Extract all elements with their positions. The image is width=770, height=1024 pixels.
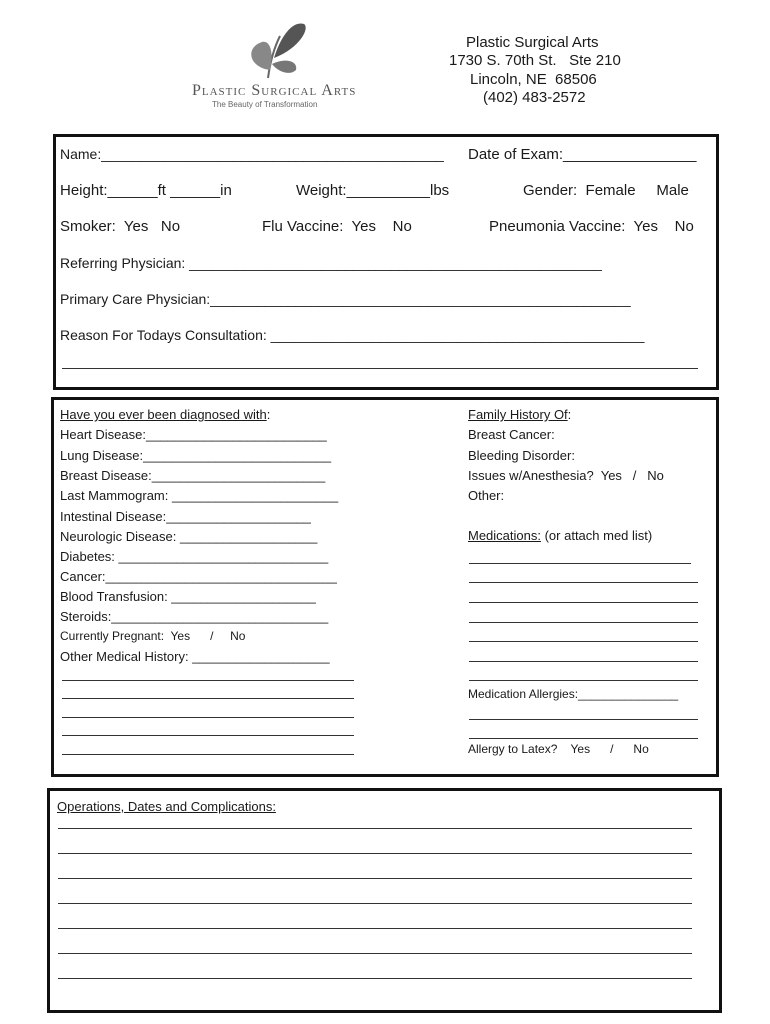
lung-disease-field[interactable]: Lung Disease:__________________________	[60, 448, 332, 463]
intestinal-disease-field[interactable]: Intestinal Disease:____________________	[60, 509, 311, 524]
weight-field[interactable]: Weight:__________lbs	[296, 182, 450, 199]
butterfly-icon	[240, 18, 310, 80]
neurologic-disease-field[interactable]: Neurologic Disease: ___________________	[60, 529, 318, 544]
family-history-heading: Family History Of:	[468, 407, 572, 422]
gender-field[interactable]: Gender: Female Male	[523, 182, 689, 199]
logo-tagline: The Beauty of Transformation	[212, 100, 318, 109]
address-line-1: Plastic Surgical Arts	[466, 34, 599, 51]
cancer-field[interactable]: Cancer:________________________________	[60, 569, 337, 584]
operations-heading: Operations, Dates and Complications:	[57, 799, 276, 814]
steroids-field[interactable]: Steroids:______________________________	[60, 609, 329, 624]
flu-vaccine-field[interactable]: Flu Vaccine: Yes No	[262, 218, 412, 235]
date-of-exam-field[interactable]: Date of Exam:________________	[468, 146, 697, 163]
primary-care-physician-field[interactable]: Primary Care Physician:______________________________________________________	[60, 291, 631, 307]
currently-pregnant-field[interactable]: Currently Pregnant: Yes / No	[60, 629, 246, 643]
medication-allergies-field[interactable]: Medication Allergies:_______________	[468, 687, 679, 701]
diagnosed-heading: Have you ever been diagnosed with:	[60, 407, 271, 422]
family-anesthesia-field[interactable]: Issues w/Anesthesia? Yes / No	[468, 468, 664, 483]
operations-box	[47, 788, 722, 1013]
blood-transfusion-field[interactable]: Blood Transfusion: ____________________	[60, 589, 316, 604]
reason-continuation-line[interactable]	[62, 368, 698, 369]
heart-disease-field[interactable]: Heart Disease:_________________________	[60, 427, 327, 442]
medication-allergies-line-2[interactable]	[469, 719, 698, 720]
height-field[interactable]: Height:______ft ______in	[60, 182, 232, 199]
address-line-3: Lincoln, NE 68506	[470, 71, 597, 88]
family-bleeding-disorder-field[interactable]: Bleeding Disorder:	[468, 448, 575, 463]
breast-disease-field[interactable]: Breast Disease:________________________	[60, 468, 326, 483]
referring-physician-field[interactable]: Referring Physician: _____________________________________________________	[60, 255, 602, 271]
latex-allergy-field[interactable]: Allergy to Latex? Yes / No	[468, 742, 649, 756]
medication-allergies-line-3[interactable]	[469, 738, 698, 739]
last-mammogram-field[interactable]: Last Mammogram: _______________________	[60, 488, 339, 503]
pneumonia-vaccine-field[interactable]: Pneumonia Vaccine: Yes No	[489, 218, 694, 235]
family-other-field[interactable]: Other:	[468, 488, 505, 503]
family-breast-cancer-field[interactable]: Breast Cancer:	[468, 427, 555, 442]
medications-heading: Medications: (or attach med list)	[468, 528, 653, 543]
reason-field[interactable]: Reason For Todays Consultation: ________________________________________________	[60, 327, 645, 343]
address-line-2: 1730 S. 70th St. Ste 210	[449, 52, 621, 69]
diabetes-field[interactable]: Diabetes: _____________________________	[60, 549, 329, 564]
logo-name: Plastic Surgical Arts	[192, 82, 357, 99]
name-field[interactable]: Name:____________________________________________	[60, 146, 444, 162]
address-line-4: (402) 483-2572	[483, 89, 586, 106]
other-medical-history-field[interactable]: Other Medical History: ___________________	[60, 649, 330, 664]
smoker-field[interactable]: Smoker: Yes No	[60, 218, 181, 235]
